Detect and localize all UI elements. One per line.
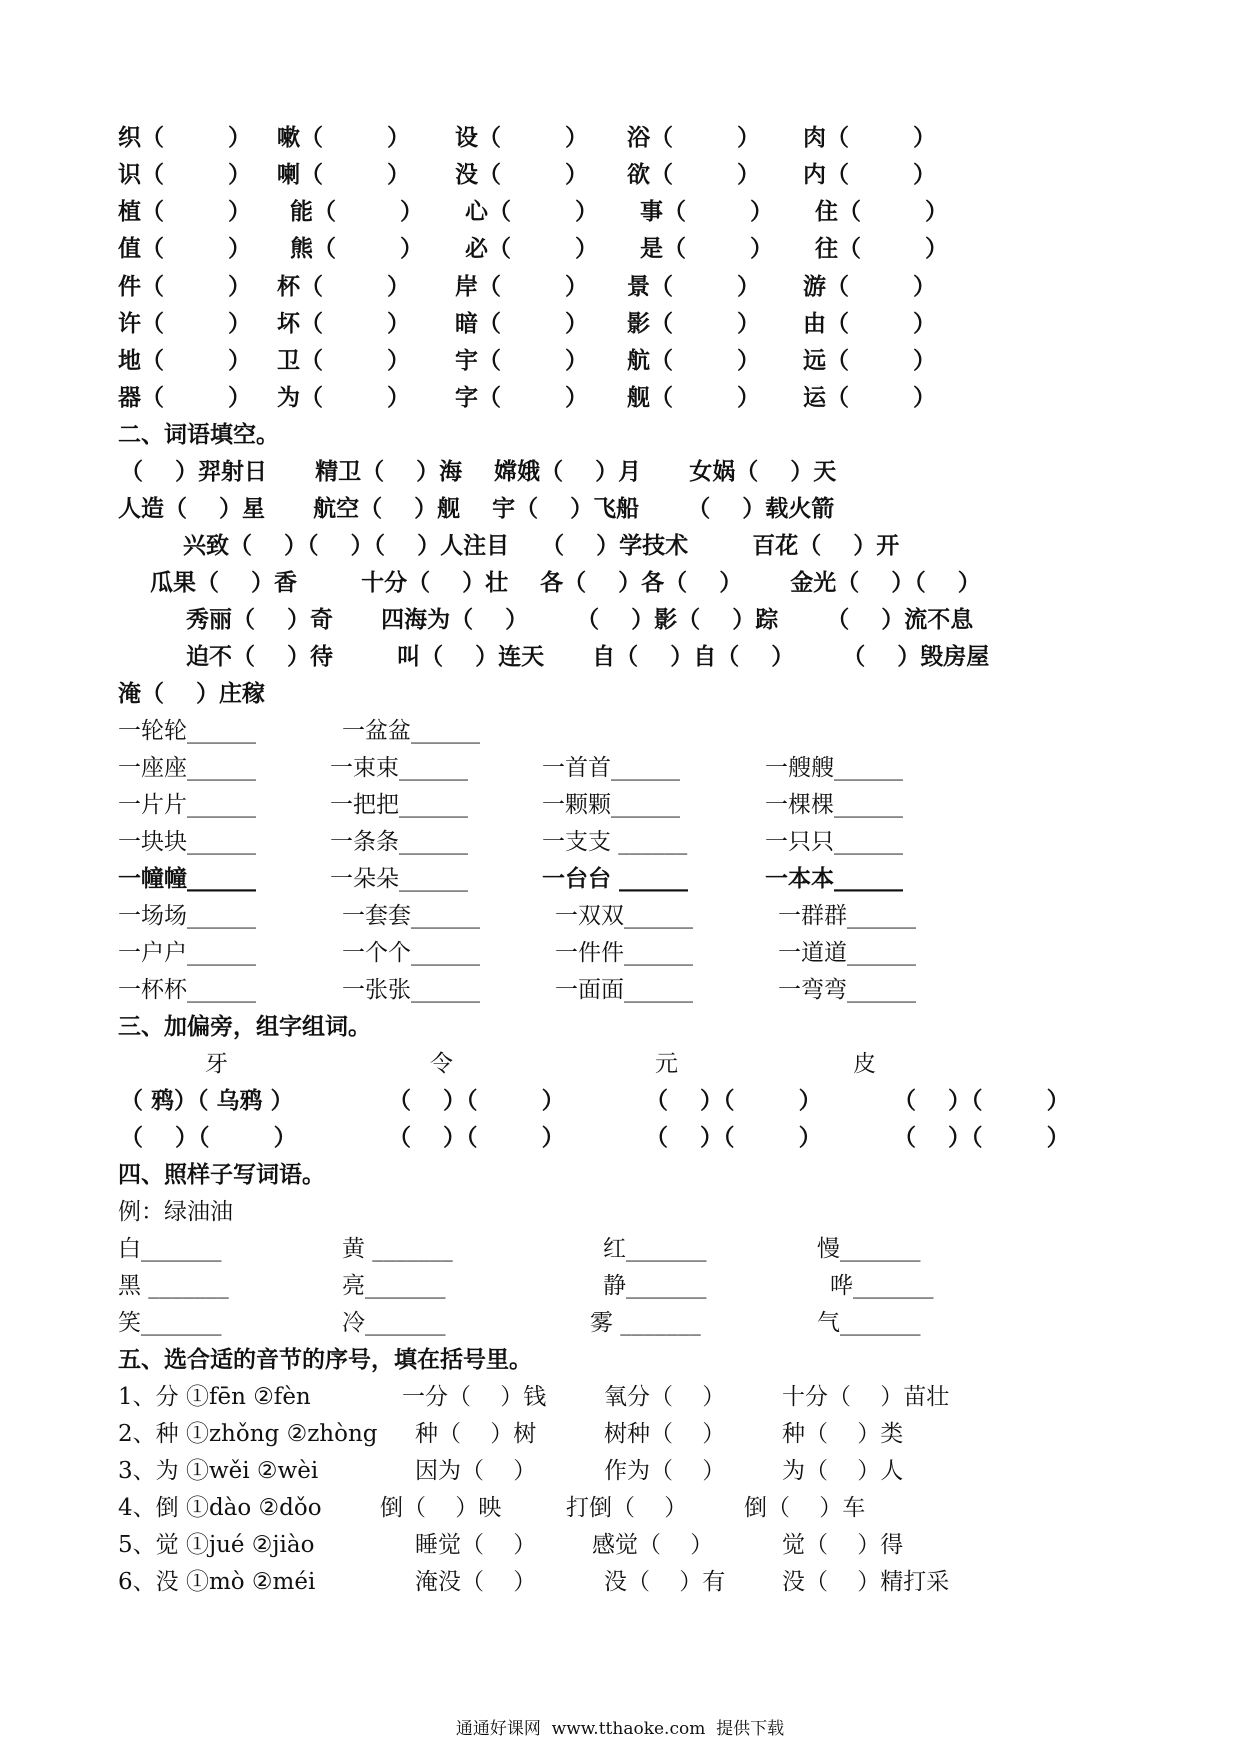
pattern-cell: 黄 _______ (342, 1236, 453, 1262)
pinyin-blank: 种（ ）类 (782, 1421, 904, 1447)
char-cell: 运（ ） (803, 384, 937, 411)
pinyin-item-label: 3、为 ①wěi ②wèi (118, 1458, 319, 1484)
char-cell: 设（ ） (455, 124, 589, 151)
pinyin-blank: 种（ ）树 (415, 1421, 537, 1447)
pinyin-blank: 倒（ ）车 (744, 1495, 866, 1521)
char-cell: 字（ ） (455, 384, 589, 411)
example-text: 例：绿油油 (118, 1199, 233, 1225)
section-heading: 五、选合适的音节的序号，填在括号里。 (118, 1346, 532, 1373)
pinyin-blank: 睡觉（ ） (415, 1532, 537, 1558)
section-heading: 四、照样子写词语。 (118, 1161, 325, 1188)
measure-cell: 一个个______ (342, 940, 480, 966)
measure-cell: 一场场______ (118, 903, 256, 929)
measure-cell: 一片片______ (118, 792, 256, 818)
char-cell: 往（ ） (815, 235, 949, 262)
measure-cell: 一只只______ (765, 829, 903, 855)
pinyin-item-label: 5、觉 ①jué ②jiào (118, 1532, 315, 1558)
pattern-cell: 冷_______ (342, 1310, 446, 1336)
char-cell: 影（ ） (627, 310, 761, 337)
char-cell: 事（ ） (640, 198, 774, 225)
measure-cell: 一幢幢______ (118, 865, 256, 892)
radical-answer: （ ）（ ） (645, 1087, 822, 1114)
pinyin-item-label: 2、种 ①zhǒng ②zhòng (118, 1421, 378, 1447)
idiom-line: 瓜果（ ）香 十分（ ）壮 各（ ）各（ ） 金光（ ）（ ） (150, 569, 981, 596)
pattern-cell: 静_______ (603, 1273, 707, 1299)
char-cell: 远（ ） (803, 347, 937, 374)
measure-cell: 一杯杯______ (118, 977, 256, 1003)
pattern-cell: 黑 _______ (118, 1273, 229, 1299)
measure-cell: 一颗颗______ (542, 792, 680, 818)
char-cell: 器（ ） (118, 384, 252, 411)
char-cell: 值（ ） (118, 235, 252, 262)
idiom-line: 秀丽（ ）奇 四海为（ ） （ ）影（ ）踪 （ ）流不息 (186, 606, 974, 633)
char-cell: 件（ ） (118, 273, 252, 300)
idiom-line: 人造（ ）星 航空（ ）舰 宇（ ）飞船 （ ）载火箭 (118, 495, 835, 522)
measure-cell: 一支支 ______ (542, 829, 688, 855)
pinyin-blank: 感觉（ ） (592, 1532, 714, 1558)
radical-answer: （ ）（ ） (645, 1124, 822, 1151)
pinyin-blank: 树种（ ） (604, 1421, 726, 1447)
measure-cell: 一条条______ (330, 829, 468, 855)
pinyin-blank: 因为（ ） (415, 1458, 537, 1484)
char-cell: 航（ ） (627, 347, 761, 374)
char-cell: 是（ ） (640, 235, 774, 262)
radical-answer: （ ）（ ） (388, 1087, 565, 1114)
char-cell: 暗（ ） (455, 310, 589, 337)
pinyin-blank: 没（ ）有 (604, 1569, 726, 1595)
pinyin-blank: 十分（ ）苗壮 (782, 1384, 950, 1410)
pattern-cell: 雾 _______ (590, 1310, 701, 1336)
measure-cell: 一轮轮______ (118, 718, 256, 744)
pattern-cell: 红_______ (603, 1236, 707, 1262)
char-cell: 卫（ ） (277, 347, 411, 374)
char-cell: 肉（ ） (803, 124, 937, 151)
char-cell: 地（ ） (118, 347, 252, 374)
char-cell: 许（ ） (118, 310, 252, 337)
char-cell: 植（ ） (118, 198, 252, 225)
measure-cell: 一首首______ (542, 755, 680, 781)
pattern-cell: 气_______ (817, 1310, 921, 1336)
char-cell: 织（ ） (118, 124, 252, 151)
char-cell: 游（ ） (803, 273, 937, 300)
pinyin-blank: 作为（ ） (604, 1458, 726, 1484)
measure-cell: 一群群______ (778, 903, 916, 929)
char-cell: 心（ ） (465, 198, 599, 225)
char-cell: 能（ ） (290, 198, 424, 225)
char-cell: 岸（ ） (455, 273, 589, 300)
pattern-cell: 慢_______ (817, 1236, 921, 1262)
idiom-line: 迫不（ ）待 叫（ ）连天 自（ ）自（ ） （ ）毁房屋 (186, 643, 990, 670)
pattern-cell: 哗_______ (830, 1273, 934, 1299)
char-cell: 杯（ ） (277, 273, 411, 300)
measure-cell: 一把把______ (330, 792, 468, 818)
section-heading: 二、词语填空。 (118, 421, 279, 448)
char-cell: 为（ ） (277, 384, 411, 411)
char-cell: 识（ ） (118, 161, 252, 188)
pinyin-item-label: 6、没 ①mò ②méi (118, 1569, 316, 1595)
pinyin-blank: 淹没（ ） (415, 1569, 537, 1595)
pinyin-blank: 打倒（ ） (566, 1495, 688, 1521)
radical-answer: （ 鸦）（ 乌鸦 ） (120, 1087, 294, 1114)
idiom-line: 兴致（ ）（ ）（ ）人注目 （ ）学技术 百花（ ）开 (183, 532, 900, 559)
pinyin-blank: 氧分（ ） (604, 1384, 726, 1410)
pinyin-item-label: 4、倒 ①dào ②dǒo (118, 1495, 322, 1521)
pinyin-blank: 没（ ）精打采 (782, 1569, 950, 1595)
char-cell: 浴（ ） (627, 124, 761, 151)
pinyin-blank: 觉（ ）得 (782, 1532, 904, 1558)
char-cell: 宇（ ） (455, 347, 589, 374)
section-heading: 三、加偏旁，组字组词。 (118, 1013, 371, 1040)
char-cell: 熊（ ） (290, 235, 424, 262)
pattern-cell: 笑_______ (118, 1310, 222, 1336)
measure-cell: 一道道______ (778, 940, 916, 966)
measure-cell: 一双双______ (555, 903, 693, 929)
measure-cell: 一户户______ (118, 940, 256, 966)
pinyin-item-label: 1、分 ①fēn ②fèn (118, 1384, 311, 1410)
measure-cell: 一件件______ (555, 940, 693, 966)
char-cell: 住（ ） (815, 198, 949, 225)
measure-cell: 一张张______ (342, 977, 480, 1003)
radical-char: 牙 (205, 1051, 228, 1077)
measure-cell: 一套套______ (342, 903, 480, 929)
measure-cell: 一盆盆______ (342, 718, 480, 744)
radical-char: 令 (430, 1051, 453, 1077)
measure-cell: 一艘艘______ (765, 755, 903, 781)
pattern-cell: 白_______ (118, 1236, 222, 1262)
measure-cell: 一本本______ (765, 865, 903, 892)
measure-cell: 一块块______ (118, 829, 256, 855)
radical-char: 元 (655, 1051, 678, 1077)
radical-answer: （ ）（ ） (893, 1124, 1070, 1151)
idiom-line: （ ）羿射日 精卫（ ）海 嫦娥（ ）月 女娲（ ）天 (120, 458, 837, 485)
measure-cell: 一束束______ (330, 755, 468, 781)
char-cell: 没（ ） (455, 161, 589, 188)
page-footer: 通通好课网 www.tthaoke.com 提供下载 (455, 1719, 785, 1739)
radical-char: 皮 (853, 1051, 876, 1077)
char-cell: 景（ ） (627, 273, 761, 300)
measure-cell: 一朵朵______ (330, 866, 468, 892)
pinyin-blank: 一分（ ）钱 (402, 1384, 547, 1410)
char-cell: 欲（ ） (627, 161, 761, 188)
char-cell: 由（ ） (803, 310, 937, 337)
radical-answer: （ ）（ ） (388, 1124, 565, 1151)
measure-cell: 一面面______ (555, 977, 693, 1003)
measure-cell: 一棵棵______ (765, 792, 903, 818)
pinyin-blank: 为（ ）人 (782, 1458, 904, 1484)
measure-cell: 一台台 ______ (542, 865, 689, 892)
char-cell: 喇（ ） (277, 161, 411, 188)
pattern-cell: 亮_______ (342, 1273, 446, 1299)
char-cell: 舰（ ） (627, 384, 761, 411)
char-cell: 必（ ） (465, 235, 599, 262)
measure-cell: 一弯弯______ (778, 977, 916, 1003)
char-cell: 内（ ） (803, 161, 937, 188)
radical-answer: （ ）（ ） (120, 1124, 297, 1151)
pinyin-blank: 倒（ ）映 (380, 1495, 502, 1521)
radical-answer: （ ）（ ） (893, 1087, 1070, 1114)
char-cell: 坏（ ） (277, 310, 411, 337)
measure-cell: 一座座______ (118, 755, 256, 781)
idiom-line: 淹（ ）庄稼 (118, 680, 266, 707)
char-cell: 嗽（ ） (277, 124, 411, 151)
